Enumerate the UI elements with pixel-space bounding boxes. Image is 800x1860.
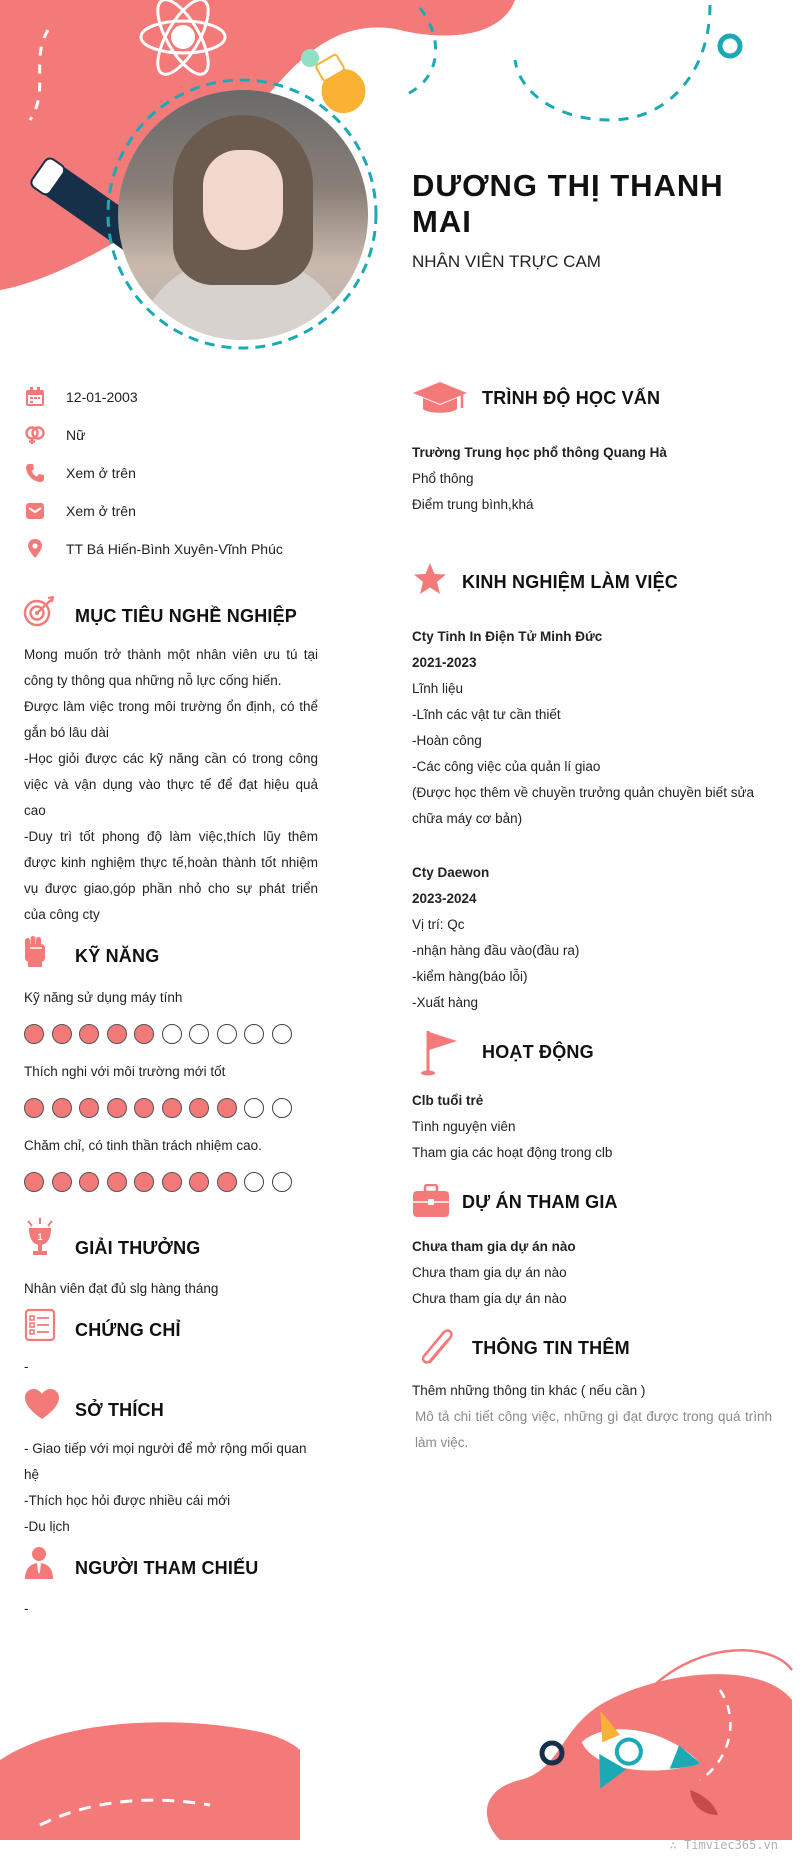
additional-block bbox=[412, 1378, 772, 1456]
skill-dot-filled bbox=[162, 1098, 182, 1118]
job-line: -Hoàn công bbox=[412, 733, 482, 748]
additional-title: THÔNG TIN THÊM bbox=[472, 1338, 630, 1358]
contact-email bbox=[24, 500, 136, 522]
contact-phone bbox=[24, 462, 136, 484]
skill-dot-filled bbox=[79, 1024, 99, 1044]
contact-address bbox=[24, 538, 283, 560]
trophy-icon bbox=[24, 1218, 56, 1258]
projects-title: DỰ ÁN THAM GIA bbox=[462, 1192, 618, 1212]
calendar-icon bbox=[24, 386, 46, 408]
skill-dot-empty bbox=[272, 1024, 292, 1044]
skill-label: Thích nghi với môi trường mới tốt bbox=[24, 1064, 226, 1079]
skill-label: Kỹ năng sử dụng máy tính bbox=[24, 990, 183, 1005]
awards-title: GIẢI THƯỞNG bbox=[75, 1238, 201, 1258]
objective-line: -Học giỏi được các kỹ năng cần có trong công việc và vận dụng vào thực tế để đạt hiệu quả cao bbox=[24, 751, 318, 818]
references-title: NGƯỜI THAM CHIẾU bbox=[75, 1558, 259, 1578]
hobbies-text bbox=[24, 1436, 324, 1540]
certificates-text: - bbox=[24, 1359, 29, 1374]
objective-text bbox=[24, 642, 318, 928]
hobby-line: -Du lịch bbox=[24, 1519, 70, 1534]
education-grade: Điểm trung bình,khá bbox=[412, 497, 534, 512]
certificates-title: CHỨNG CHỈ bbox=[75, 1320, 181, 1340]
skill-dot-filled bbox=[189, 1172, 209, 1192]
svg-text:1: 1 bbox=[37, 1232, 43, 1242]
skill-dot-filled bbox=[134, 1172, 154, 1192]
contact-text: TT Bá Hiến-Bình Xuyên-Vĩnh Phúc bbox=[66, 541, 283, 557]
projects-line: Chưa tham gia dự án nào bbox=[412, 1291, 567, 1306]
skill-dot-filled bbox=[52, 1172, 72, 1192]
candidate-name: DƯƠNG THỊ THANH MAI bbox=[412, 168, 724, 239]
email-icon bbox=[24, 500, 46, 522]
target-icon bbox=[22, 596, 56, 628]
location-pin-icon bbox=[24, 538, 46, 560]
additional-placeholder: Mô tả chi tiết công việc, những gì đạt được trong quá trình làm việc. bbox=[415, 1409, 772, 1450]
hobbies-title: SỞ THÍCH bbox=[75, 1400, 164, 1420]
skill-dot-filled bbox=[107, 1024, 127, 1044]
skill-dot-filled bbox=[79, 1098, 99, 1118]
hobby-line: - Giao tiếp với mọi người để mở rộng mối quan hệ bbox=[24, 1441, 307, 1482]
job-company: Cty Tinh In Điện Tử Minh Đức bbox=[412, 629, 603, 644]
skill-dot-filled bbox=[217, 1172, 237, 1192]
contact-text: Xem ở trên bbox=[66, 465, 136, 481]
skill-dot-filled bbox=[52, 1098, 72, 1118]
contact-gender bbox=[24, 424, 85, 446]
additional-line: Thêm những thông tin khác ( nếu cần ) bbox=[412, 1383, 646, 1398]
references-text: - bbox=[24, 1601, 29, 1616]
job-period: 2023-2024 bbox=[412, 891, 477, 906]
graduation-cap-icon bbox=[412, 380, 468, 416]
skill-rating bbox=[24, 1172, 292, 1192]
job-line: -nhận hàng đầu vào(đầu ra) bbox=[412, 943, 580, 958]
education-school: Trường Trung học phổ thông Quang Hà bbox=[412, 445, 667, 460]
job-line: -Các công việc của quản lí giao bbox=[412, 759, 601, 774]
education-block bbox=[412, 440, 667, 518]
fist-icon bbox=[22, 934, 48, 968]
activities-block bbox=[412, 1088, 612, 1166]
job-period: 2021-2023 bbox=[412, 655, 477, 670]
job-company: Cty Daewon bbox=[412, 865, 490, 880]
contact-text: Nữ bbox=[66, 427, 86, 443]
skill-dot-empty bbox=[162, 1024, 182, 1044]
objective-line: -Duy trì tốt phong độ làm việc,thích lũy thêm được kinh nghiệm thực tế,hoàn thành tốt nhiệm vụ được giao,góp phần nhỏ cho sự phát triển của công cty bbox=[24, 829, 318, 922]
skill-dot-filled bbox=[134, 1024, 154, 1044]
skill-dot-empty bbox=[244, 1098, 264, 1118]
education-level: Phổ thông bbox=[412, 471, 474, 486]
job-line: Vị trí: Qc bbox=[412, 917, 465, 932]
objective-line: Được làm việc trong môi trường ổn định, có thể gắn bó lâu dài bbox=[24, 699, 318, 740]
projects-line: Chưa tham gia dự án nào bbox=[412, 1265, 567, 1280]
job-line: -kiểm hàng(báo lỗi) bbox=[412, 969, 528, 984]
awards-text: Nhân viên đạt đủ slg hàng tháng bbox=[24, 1281, 219, 1296]
skill-label: Chăm chỉ, có tinh thần trách nhiệm cao. bbox=[24, 1138, 262, 1153]
job-line: -Xuất hàng bbox=[412, 995, 479, 1010]
skill-dot-empty bbox=[244, 1172, 264, 1192]
objective-title: MỤC TIÊU NGHỀ NGHIỆP bbox=[75, 606, 298, 626]
paperclip-icon bbox=[416, 1326, 460, 1370]
skill-rating bbox=[24, 1098, 292, 1118]
experience-job bbox=[412, 860, 772, 1016]
activities-org: Clb tuổi trẻ bbox=[412, 1093, 484, 1108]
education-title: TRÌNH ĐỘ HỌC VẤN bbox=[482, 388, 661, 408]
job-line: -Lĩnh các vật tư cần thiết bbox=[412, 707, 561, 722]
experience-job bbox=[412, 624, 772, 832]
skill-dot-filled bbox=[24, 1098, 44, 1118]
skill-dot-filled bbox=[107, 1098, 127, 1118]
skill-dot-empty bbox=[272, 1098, 292, 1118]
job-line: (Được học thêm về chuyền trưởng quản chuyền biết sửa chữa máy cơ bản) bbox=[412, 785, 754, 826]
skills-title: KỸ NĂNG bbox=[75, 946, 160, 966]
footer-decoration bbox=[0, 1620, 800, 1860]
job-title: NHÂN VIÊN TRỰC CAM bbox=[412, 252, 601, 271]
skill-dot-filled bbox=[107, 1172, 127, 1192]
activities-line: Tình nguyện viên bbox=[412, 1119, 516, 1134]
heart-icon bbox=[24, 1388, 60, 1420]
projects-name: Chưa tham gia dự án nào bbox=[412, 1239, 576, 1254]
contact-text: 12-01-2003 bbox=[66, 389, 138, 405]
phone-icon bbox=[24, 462, 46, 484]
person-icon bbox=[24, 1546, 54, 1580]
job-line: Lĩnh liệu bbox=[412, 681, 464, 696]
contact-birthday bbox=[24, 386, 138, 408]
experience-title: KINH NGHIỆM LÀM VIỆC bbox=[462, 572, 679, 592]
hobby-line: -Thích học hỏi được nhiều cái mới bbox=[24, 1493, 231, 1508]
skill-dot-empty bbox=[244, 1024, 264, 1044]
footer-brand: ∴ Timviec365.vn bbox=[669, 1838, 778, 1852]
projects-block bbox=[412, 1234, 576, 1312]
skill-dot-filled bbox=[189, 1098, 209, 1118]
skill-dot-empty bbox=[217, 1024, 237, 1044]
skill-dot-filled bbox=[162, 1172, 182, 1192]
star-icon bbox=[412, 562, 448, 596]
skill-dot-filled bbox=[217, 1098, 237, 1118]
gender-icon bbox=[24, 424, 46, 446]
skill-rating bbox=[24, 1024, 292, 1044]
checklist-icon bbox=[24, 1308, 56, 1342]
skill-dot-filled bbox=[24, 1172, 44, 1192]
skill-dot-filled bbox=[52, 1024, 72, 1044]
flag-icon bbox=[420, 1028, 460, 1076]
skill-dot-filled bbox=[134, 1098, 154, 1118]
skill-dot-empty bbox=[189, 1024, 209, 1044]
skill-dot-filled bbox=[24, 1024, 44, 1044]
activities-line: Tham gia các hoạt động trong clb bbox=[412, 1145, 613, 1160]
profile-photo bbox=[118, 90, 368, 340]
contact-text: Xem ở trên bbox=[66, 503, 136, 519]
activities-title: HOẠT ĐỘNG bbox=[482, 1042, 594, 1062]
briefcase-icon bbox=[412, 1184, 450, 1218]
objective-line: Mong muốn trở thành một nhân viên ưu tú tại công ty thông qua những nỗ lực cống hiến. bbox=[24, 647, 318, 688]
skill-dot-empty bbox=[272, 1172, 292, 1192]
skill-dot-filled bbox=[79, 1172, 99, 1192]
